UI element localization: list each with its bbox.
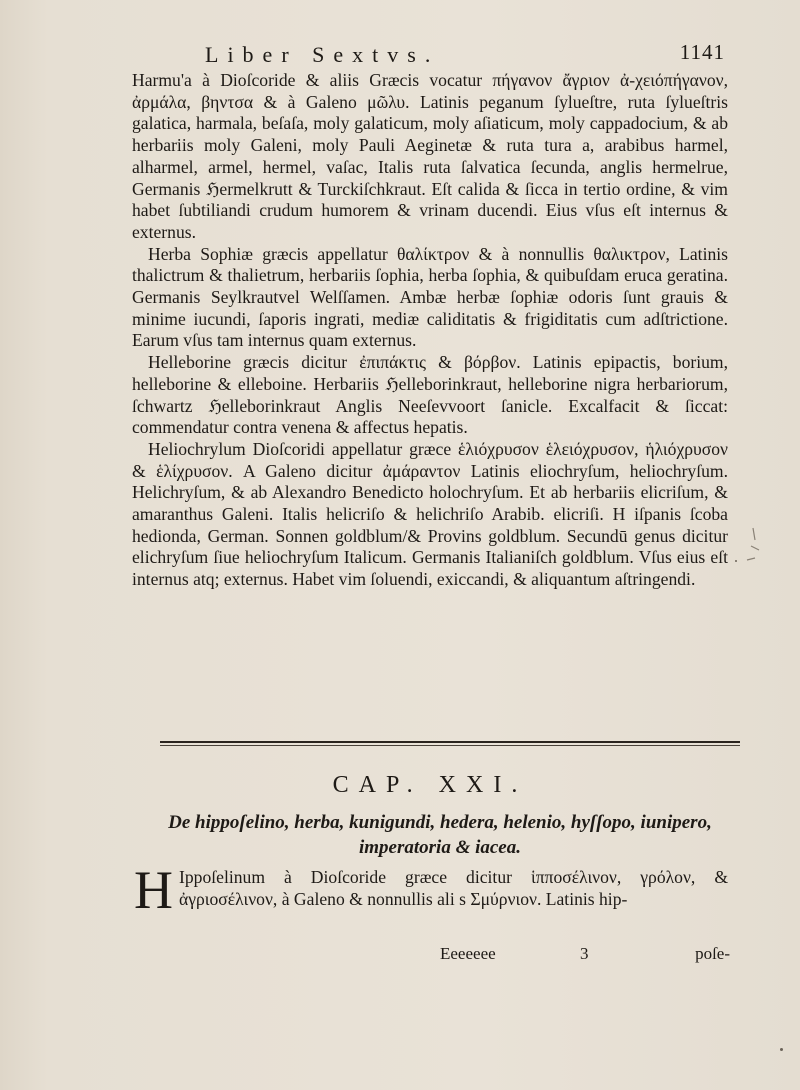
chapter-body	[134, 860, 728, 920]
chapter-heading: CAP. XXI.	[332, 772, 528, 798]
signature-number: 3	[580, 944, 589, 963]
chapter-title: De hippoſelino, herba, kunigundi, hedera, helenio, hyſſopo, iunipero, imperatoria & iacea.	[168, 812, 712, 858]
paragraph-helleborine: Helleborine græcis dicitur ἐπιπάκτις & βόρβον. Latinis epipactis, borium, helleborine & elleboine. Herbariis ℌelleborinkraut, helleborine nigra herbariorum, ſchwartz ℌelleborinkraut Anglis Neeſevvoort ſanicle. Excalfacit & ſiccat: commendatur contra venena & affectus hepatis.	[132, 352, 728, 438]
section-rule-thin	[160, 745, 740, 746]
paragraph-heliochrysum: Heliochrylum Dioſcoridi appellatur græce ἑλιόχρυσον ἑλειόχρυσον, ἡλιόχρυσον & ἑλίχρυσον. A Galeno dicitur ἀμάραντον Latinis eliochryſum, heliochryſum. Helichryſum, & ab Alexandro Benedicto holochryſum. Et ab herbariis elicriſum, & amaranthus Galeni. Italis helicriſo & helichriſo Arabib. elicriſi. H iſpanis ſcoba hedionda, German. Sonnen goldblum/& Provins goldblum. Secundū genus dicitur elichryſum ſiue heliochryſum Italicum. Germanis Italianiſch goldblum. Vſus eius eſt internus atq; externus. Habet vim ſoluendi, exiccandi, & aliquantum aſtringendi.	[132, 438, 728, 590]
drop-capital: H	[134, 860, 173, 920]
margin-mark	[745, 520, 785, 575]
ink-speck	[735, 560, 737, 562]
catchword: poſe-	[695, 944, 730, 963]
chapter-opening-text: Ippoſelinum à Dioſcoride græce dicitur ἱπποσέλινον, γρόλον, & ἀγριοσέλινον, à Galeno & nonnullis ali s Σμύρνιον. Latinis hip-	[179, 867, 728, 909]
paragraph-harmala: Harmu'a à Dioſcoride & aliis Græcis vocatur πήγανον ἄγριον ἀ-χειόπήγανον, ἀρμάλα, βηντσα & à Galeno μῶλυ. Latinis peganum ſylueſtre, ruta ſylueſtris galatica, harmala, beſaſa, moly galaticum, moly aſiaticum, moly cappadocium, & ab herbariis moly Galeni, moly Pauli Aeginetæ & ruta tura a, arabibus harmel, alharmel, armel, hermel, vaſac, Italis ruta ſalvatica ſecunda, anglis hermelrue, Germanis ℌermelkrutt & Turckiſchkraut. Eſt calida & ſicca in tertio ordine, & vim habet ſubtiliandi crudum humorem & vrinam ducendi. Eius vſus eſt internus & externus.	[132, 70, 728, 242]
body-text	[132, 70, 728, 591]
ink-speck	[780, 1048, 783, 1051]
page-header	[205, 38, 725, 72]
running-title: Liber Sextvs.	[205, 42, 440, 67]
signature-mark: Eeeeeee	[440, 944, 496, 963]
paragraph-herba-sophia: Herba Sophiæ græcis appellatur θαλίκτρον & à nonnullis θαλικτρον, Latinis thalictrum & thalietrum, herbariis ſophia, herba ſophia, & quibuſdam eruca geratina. Germanis Seylkrautvel Welſſamen. Ambæ herbæ ſophiæ odoris ſunt grauis & minime iucundi, ſaporis ingrati, mediæ caliditatis & frigiditatis cum adſtrictione. Earum vſus tam internus quam externus.	[132, 243, 728, 351]
section-rule	[160, 741, 740, 743]
page-footer	[440, 944, 730, 968]
page-number: 1141	[679, 40, 725, 64]
